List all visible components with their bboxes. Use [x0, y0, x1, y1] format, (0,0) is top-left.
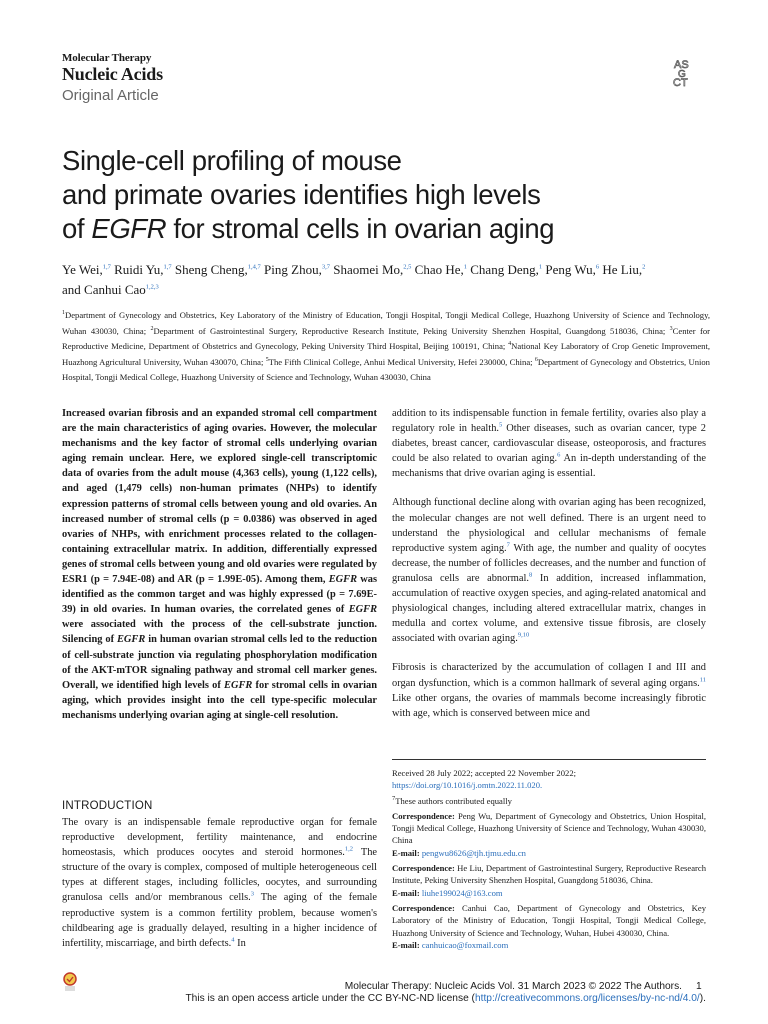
affiliation: $^5$The Fifth Clinical College, Anhui Medical University, Hefei 230000, China; [265, 356, 535, 367]
author: Peng Wu,$^6$ [545, 262, 600, 277]
title-line-3-pre: of [62, 213, 92, 244]
affiliation: $^2$Department of Gastrointestinal Surgery, Reproductive Research Institute, Peking University Shenzhen Hospital, Guangdong 518036, China; [150, 325, 670, 336]
author: Chang Deng,$^1$ [470, 262, 543, 277]
title-line-3 [62, 212, 702, 246]
email-link[interactable]: pengwu8626@tjh.tjmu.edu.cn [421, 847, 526, 858]
license-statement: This is an open access article under the CC BY-NC-ND license (http://creativecommons.org/licenses/by-nc-nd/4.0/). [185, 993, 706, 1004]
correspondence: Correspondence: He Liu, Department of Gastrointestinal Surgery, Reproductive Research Institute, Peking University Shenzhen Hospital, Guangdong 518036, China. E-mail: liuhe199024@163.com [392, 863, 706, 898]
author: and Canhui Cao$^{1,2,3}$ [62, 282, 159, 297]
page-number: 1 [696, 981, 702, 992]
journal-name: Nucleic Acids [62, 64, 163, 84]
correspondence: Correspondence: Canhui Cao, Department of Gynecology and Obstetrics, Key Laboratory of the Ministry of Education, Tongji Hospital, Tongji Medical College, Huazhong University of Science and Technology, Wuhan, Hubei 430030, China. E-mail: canhuicao@foxmail.com [392, 902, 706, 950]
author: Sheng Cheng,$^{1,4,7}$ [174, 262, 261, 277]
received-dates: Received 28 July 2022; accepted 22 November 2022; https://doi.org/10.1016/j.omtn.2022.11.020. [392, 768, 576, 791]
license-link[interactable]: http://creativecommons.org/licenses/by-nc-nd/4.0/ [474, 993, 700, 1004]
affiliations [62, 308, 710, 386]
email-link[interactable]: liuhe199024@163.com [421, 887, 503, 898]
email-link[interactable]: canhuicao@foxmail.com [421, 939, 509, 950]
author: Ye Wei,$^{1,7}$ [62, 262, 111, 277]
body-right-column [392, 406, 706, 735]
correspondence: Correspondence: Peng Wu, Department of Gynecology and Obstetrics, Union Hospital, Tongji Medical College, Huazhong University of Science and Technology, Wuhan 430030, China E-mail: pengwu8626@tjh.tjmu.edu.cn [392, 810, 706, 858]
author: Ping Zhou,$^{3,7}$ [264, 262, 330, 277]
article-notes [392, 767, 706, 954]
body-paragraph: addition to its indispensable function in female fertility, ovaries also play a regulatory role in health.$^5$ Other diseases, such as ovarian cancer, type 2 diabetes, breast cancer, cardiovascular disease, osteoporosis, and fractures could be also related to ovarian aging.$^6$ An in-depth understanding of the mechanisms that drive ovarian aging is essential. [392, 408, 706, 480]
author: Chao He,$^1$ [414, 262, 468, 277]
article-type: Original Article [62, 87, 159, 104]
title-line-1: Single-cell profiling of mouse [62, 145, 402, 176]
body-paragraph: Fibrosis is characterized by the accumulation of collagen I and III and organ dysfunction, which is a common hallmark of several aging organs.$^{11}$ Like other organs, the ovaries of mammals become increasingly fibrotic with age, which is conserved between mice and [392, 662, 706, 719]
journal-series-name: Molecular Therapy [62, 52, 152, 64]
journal-citation: Molecular Therapy: Nucleic Acids Vol. 31 March 2023 © 2022 The Authors. [344, 981, 682, 992]
intro-paragraph: The ovary is an indispensable female reproductive organ for female reproductive development, fertility maintenance, and endocrine homeostasis, which produces oocytes and steroid hormones.$^{1,2}$ The structure of the ovary is complex, composed of multiple heterogeneous cell types at different stages, including follicles, oocytes, and surrounding granulosa cells and/or membranous cells.$^3$ The aging of the female reproductive system is a common fertility problem, because women's childbearing age is gradually delayed, resulting in a higher incidence of infertility, miscarriage, and birth defects.$^4$ In [62, 817, 378, 949]
notes-divider [392, 759, 706, 760]
svg-text:G: G [678, 69, 686, 80]
body-paragraph: Although functional decline along with ovarian aging has been recognized, the molecular changes are not well defined. There is an urgent need to understand the physiological and cellular mechanisms of female reproductive system aging.$^7$ With age, the number and quality of oocytes decrease, the number of follicles decreases, and the number and function of granulosa cells are abnormal.$^8$ In addition, increased inflammation, accumulation of reactive oxygen species, and aging-related anatomical and physiological changes, including altered extracellular matrix, changes in medulla and cortex volume, and extensive tissue fibrosis, are closely associated with ovarian aging.$^{9,10}$ [392, 497, 706, 645]
section-heading: INTRODUCTION [62, 800, 153, 812]
svg-text:AS: AS [674, 59, 689, 71]
asgct-logo-icon [668, 54, 704, 90]
affiliation: $^6$Department of Gynecology and Obstetrics, Union Hospital, Tongji Medical College, Huazhong University of Science and Technology, Wuhan 430030, China [62, 356, 710, 383]
author: Ruidi Yu,$^{1,7}$ [114, 262, 172, 277]
title-line-3-post: for stromal cells in ovarian aging [166, 213, 555, 244]
author: Shaomei Mo,$^{2,5}$ [333, 262, 412, 277]
author: He Liu,$^2$ [602, 262, 646, 277]
doi-link[interactable]: https://doi.org/10.1016/j.omtn.2022.11.020. [392, 780, 543, 791]
author-list [62, 260, 712, 300]
title-gene: EGFR [91, 213, 167, 244]
equal-contribution-note: $^7$These authors contributed equally [392, 794, 512, 806]
title-line-2: and primate ovaries identifies high levels [62, 179, 541, 210]
affiliation: $^3$Center for Reproductive Medicine, Department of Obstetrics and Gynecology, Peking University Third Hospital, Beijing 100191, China; [62, 325, 710, 352]
article-title [62, 144, 702, 246]
affiliation: $^1$Department of Gynecology and Obstetrics, Key Laboratory of the Ministry of Education, Tongji Hospital, Tongji Medical College, Huazhong University of Science and Technology, Wuhan 430030, China; [62, 310, 710, 336]
svg-text:CT: CT [673, 77, 688, 89]
check-for-updates-icon[interactable] [62, 972, 78, 992]
abstract: Increased ovarian fibrosis and an expanded stromal cell compartment are the main characteristics of aging ovaries. However, the molecular mechanisms and the key factor of stromal cells underlying ovarian aging remain unclear. Here, we explored single-cell transcriptomic data of ovaries from the adult mouse (4,363 cells), young (1,122 cells), and aged (1,479 cells) non-human primates (NHPs) to identify expression patterns of stromal cells between young and old ovaries. An increased number of stromal cells (p = 0.0386) was observed in aged ovaries of NHPs, with enrichment processes related to the collagen-containing extracellular matrix. In addition, differentially expressed genes of stromal cells between young and old ovaries were regulated by ESR1 (p = 7.94E-08) and AR (p = 1.99E-05). Among them, EGFR was identified as the common target and was highly expressed (p = 7.69E-39) in old ovaries. In human ovaries, the correlated genes of EGFR were associated with the process of the cell-substrate junction. Silencing of EGFR in human ovarian stromal cells led to the reduction of cell-substrate junction via regulating phosphorylation modification of the AKT-mTOR signaling pathway and stromal cell marker genes. Overall, we identified high levels of EGFR for stromal cells in ovarian aging, which provides insight into the cell type-specific molecular mechanisms underlying ovarian aging at single-cell resolution. [62, 408, 378, 721]
affiliation: $^4$National Key Laboratory of Crop Genetic Improvement, Huazhong Agricultural University, Wuhan 430070, China; [62, 341, 710, 367]
